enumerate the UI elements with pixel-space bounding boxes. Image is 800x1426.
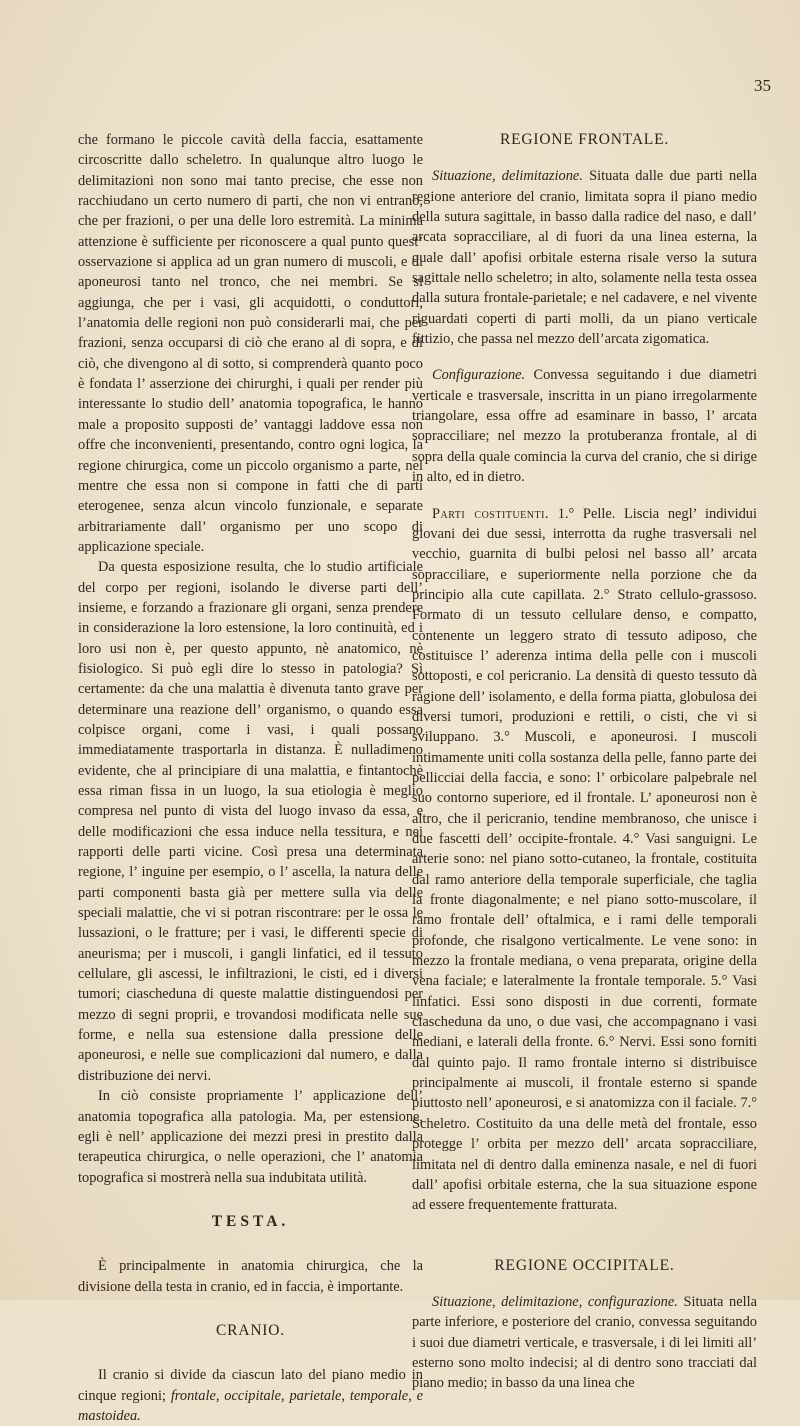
- text-configurazione: Convessa seguitando i due diametri verticale e trasversale, inscritta in un piano irregolarmente triangolare, essa offre ad esaminare in basso, l’ arcata sopracciliare; nel mezzo la protuberanza frontale, al di sopra della quale comincia la curva del cranio, che si dirige in alto, ed in dietro.: [412, 367, 757, 486]
- paragraph-application: In ciò consiste propriamente l’ applicazione dell’ anatomia topografica alla patologia. Ma, per estensione, egli è nell’ applicazione dei mezzi presi in prestito dalla terapeutica chirurgica, o nelle operazioni, che l’ anatomia topografica si mostrerà nella sua indubitata utilità.: [78, 1088, 423, 1186]
- paragraph-intro: che formano le piccole cavità della faccia, esattamente circoscritte dallo scheletro. In qualunque altro luogo le delimitazioni non sono mai tanto precise, che esse non racchiudano un certo numero di parti, che non vi entrano, che per frazioni, o per una delle loro estremità. La minima attenzione è sufficiente per riconoscere a qual punto quest’ osservazione si applica ad un gran numero di muscoli, e di aponeurosi tanto nel tronco, che nei membri. Se si aggiunga, che per i vasi, gli acquidotti, o conduttori, l’anatomia delle regioni non può considerarli mai, che per frazioni, senza occuparsi di ciò che erano al di sopra, e di ciò, che divengono al di sotto, si comprenderà quanto poco è fondata l’ asserzione dei chirurghi, i quali per render più interessante lo studio dell’ anatomia topografica, le hanno male a proposito supposti de’ vantaggi laddove essa non offre che inconvenienti, presentando, contro ogni logica, la regione chirurgica, come un piccolo organismo a parte, nel mentre che essa non si compone in fatti che di parti eterogenee, senza alcun vincolo funzionale, e separate arbitrariamente dall’ organismo per uno scopo di applicazione speciale.: [78, 132, 423, 555]
- heading-testa: TESTA.: [211, 1212, 290, 1230]
- paragraph-parti-costituenti: [412, 504, 757, 1216]
- paragraph-situazione: [412, 166, 757, 349]
- text-parti-costituenti: 1.° Pelle. Liscia negl’ individui giovani dei due sessi, interrotta da rughe trasversali nel vecchio, guarnita di bulbi pelosi nel basso all’ arcata sopracciliare, e superiormente nella porzione che da principio alla cute capillata. 2.° Strato cellulo-grassoso. Formato di un tessuto cellulare denso, e compatto, contenente un leggero strato di tessuto adiposo, che costituisce l’ aderenza intima della pelle con i muscoli sottoposti, e col pericranio. La densità di questo tessuto dà ragione dell’ isolamento, e della forma piatta, globulosa dei diversi tumori, produzioni e rettili, o cisti, che vi si sviluppano. 3.° Muscoli, e aponeurosi. I muscoli intimamente uniti colla sostanza della pelle, fanno parte dei pellicciai della faccia, e sono: l’ orbicolare palpebrale nel suo contorno superiore, ed il frontale. L’ aponeurosi non è altro, che il pericranio, tendine membranoso, che unisce i due fascetti dell’ occipite-frontale. 4.° Vasi sanguigni. Le arterie sono: nel piano sotto-cutaneo, la frontale, costituita dal ramo anteriore della temporale superficiale, che taglia la fronte diagonalmente; e nel piano sotto-muscolare, il ramo frontale dell’ oftalmica, e i rami delle temporali profonde, che risalgono verticalmente. Le vene sono: in mezzo la frontale mediana, o vena preparata, origine della vena faciale; e lateralmente la frontale temporale. 5.° Vasi linfatici. Essi sono disposti in due correnti, formate ciascheduna da uno, o due vasi, che accompagnano i vasi mediani, e laterali della fronte. 6.° Nervi. Essi sono forniti dal quinto pajo. Il ramo frontale interno si distribuisce principalmente ai muscoli, il frontale esterno si spande piuttosto nell’ aponeurosi, e si anatomizza con il faciale. 7.° Scheletro. Costituito da una delle metà del frontale, esso protegge l’ orbita per mezzo dell’ arcata sopracciliare, limitata nel di dentro dalla eminenza nasale, e nel di fuori dall’ apofisi orbitale esterna, che la sua situazione espone ad essere frequentemente fratturata.: [412, 505, 757, 1214]
- cranio-regions-list: frontale, occipitale, parietale, temporale, e mastoidea.: [78, 1387, 424, 1424]
- label-occipitale: Situazione, delimitazione, configurazione.: [432, 1293, 678, 1310]
- text-occipitale: Situata nella parte inferiore, e posteriore del cranio, convessa seguitando i suoi due diametri verticale, e trasversale, i di lei limiti all’ esterno sono molto indecisi; al di dentro sono tracciati dal piano medio; in basso da una linea che: [412, 1293, 757, 1392]
- paragraph-cranio: [78, 1365, 423, 1426]
- label-situazione: Situazione, delimitazione.: [432, 168, 583, 185]
- label-configurazione: Configurazione.: [432, 367, 526, 384]
- right-column: [412, 130, 757, 1394]
- label-parti-costituenti: Parti costituenti.: [432, 505, 550, 522]
- text-situazione: Situata dalle due parti nella regione anteriore del cranio, limitata sopra il piano medio della sutura sagittale, in basso dalla radice del naso, e dall’ arcata sopracciliare, al di fuori da una linea esterna, la quale dall’ apofisi orbitale esterna risale verso la sutura sagittale nello scheletro; in alto, solamente nella testa ossea dalla sutura frontale-parietale; e nel cadavere, e nel vivente riguardati coperti di parti molli, da un piano verticale fittizio, che passa nel mezzo dell’arcata zigomatica.: [412, 168, 757, 348]
- cranio-text: Il cranio si divide da ciascun lato del piano medio in cinque regioni;: [78, 1367, 423, 1404]
- paragraph-testa: È principalmente in anatomia chirurgica, che la divisione della testa in cranio, ed in faccia, è importante.: [78, 1258, 423, 1295]
- paragraph-regions: Da questa esposizione resulta, che lo studio artificiale del corpo per regioni, isolando le diverse parti dell’ insieme, e forzando a frazionare gli organi, senza prendere in considerazione la loro estensione, la loro continuità, ed i loro usi non è, per questo appunto, nè anatomico, nè fisiologico. Si può egli dire lo stesso in patologia? Sì certamente: da che una malattia è divenuta tanto grave per determinare una reazione dell’ organismo, o quando essa colpisce organi, come i vasi, i quali possano immediatamente trasportarla in distanza. È nulladimeno evidente, che al principiare di una malattia, e fintantochè essa riman fissa in un luogo, la sua etiologia è meglio compresa nel punto di vista del luogo invaso da essa, e delle modificazioni che essa induce nella tessitura, e nei rapporti delle parti vicine. Così presa una determinata regione, l’ inguine per esempio, o l’ ascella, la natura delle parti componenti basta già per mettere sulla via delle speciali malattie, che vi si potran riscontrare: per le ossa le lussazioni, o le fratture; per i vasi, le differenti specie di aneurisma; per i muscoli, i gangli linfatici, ed il tessuto cellulare, gli ascessi, le infiltrazioni, le cisti, ed i diversi tumori; ciascheduna di queste malattie distinguendosi per mezzo di segni proprii, e trovandosi modificata nelle sue forme, e nella sua estensione dalla pressione delle aponeurosi, e nelle sue complicazioni dal numero, e dalla distribuzione dei nervi.: [78, 559, 423, 1084]
- paragraph-occipitale: [412, 1292, 757, 1394]
- paragraph-configurazione: [412, 365, 757, 487]
- heading-regione-occipitale: REGIONE OCCIPITALE.: [494, 1256, 675, 1274]
- heading-regione-frontale: REGIONE FRONTALE.: [499, 131, 670, 148]
- page-number: 35: [754, 76, 771, 95]
- heading-cranio: CRANIO.: [216, 1321, 285, 1339]
- left-column: [78, 130, 423, 1426]
